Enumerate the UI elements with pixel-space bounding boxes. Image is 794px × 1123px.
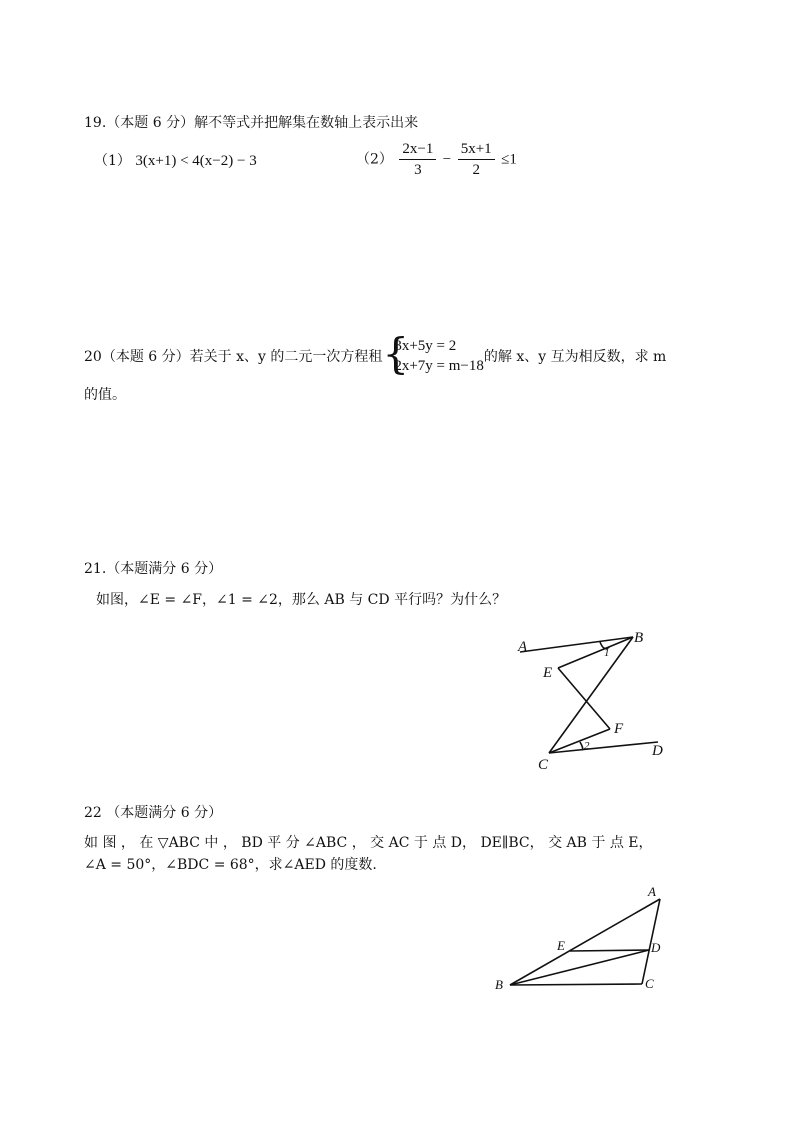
q22-line-ed	[570, 950, 649, 951]
q21-label-e: E	[543, 665, 553, 681]
q21-label-a: A	[518, 639, 528, 655]
q19-part1	[94, 150, 257, 170]
q19-part2-label: （2）	[356, 151, 393, 168]
q20-equation-system	[382, 329, 484, 378]
q22-line-bd	[510, 950, 649, 985]
q19-part2	[356, 140, 517, 179]
q20-equation-2: 2x+7y = m−18	[394, 358, 484, 374]
q20-equation-1: 3x+5y = 2	[394, 338, 457, 354]
q19-minus-sign: −	[442, 151, 452, 168]
q19-fraction-1-denominator: 3	[414, 162, 422, 178]
q19-fraction-1	[399, 140, 436, 179]
q19-fraction-2-denominator: 2	[472, 162, 480, 178]
q20-line1	[84, 329, 667, 378]
q22-label-a: A	[648, 884, 656, 899]
q21-figure	[500, 625, 690, 780]
q21-line-cd	[549, 742, 658, 753]
q20-prefix: 20（本题 6 分）若关于 x、y 的二元一次方程租	[84, 349, 383, 365]
q21-angle-2-arc	[580, 742, 583, 750]
q21-label-c: C	[538, 757, 549, 773]
q22-title: 22 （本题满分 6 分）	[84, 805, 223, 821]
q20-brace: {	[382, 329, 410, 378]
q22-label-b: B	[495, 977, 503, 992]
q22-label-e: E	[557, 938, 565, 953]
q22-line-ba	[510, 899, 660, 985]
q21-label-d: D	[652, 743, 663, 759]
q19-fraction-2-numerator: 5x+1	[458, 140, 495, 160]
q21-label-angle-2: 2	[584, 740, 590, 752]
q21-label-angle-1: 1	[604, 647, 610, 659]
q19-rhs: ≤1	[501, 151, 517, 168]
q22-label-c: C	[645, 976, 654, 991]
q21-label-f: F	[614, 721, 624, 737]
q21-title: 21.（本题满分 6 分）	[84, 561, 223, 577]
q20-line2: 的值。	[84, 387, 126, 403]
q21-body: 如图，∠E = ∠F，∠1 = ∠2，那么 AB 与 CD 平行吗？为什么？	[96, 592, 507, 608]
q22-label-d: D	[651, 940, 661, 955]
q21-label-b: B	[634, 630, 644, 646]
q22-line2: ∠A = 50°，∠BDC = 68°，求∠AED 的度数.	[84, 857, 377, 873]
q19-part1-expr: 3(x+1) < 4(x−2) − 3	[135, 153, 257, 169]
q20-suffix: 的解 x、y 互为相反数，求 m	[483, 349, 667, 365]
q19-fraction-2	[458, 140, 495, 179]
q19-title: 19.（本题 6 分）解不等式并把解集在数轴上表示出来	[84, 115, 419, 131]
q22-figure	[490, 880, 670, 1000]
q19-fraction-1-numerator: 2x−1	[399, 140, 436, 160]
q19-part1-label: （1）	[94, 153, 131, 169]
q22-line-bc	[510, 984, 642, 985]
q21-line-ef	[558, 668, 610, 729]
q22-line1: 如 图 ， 在 ▽ABC 中 ， BD 平 分 ∠ABC ， 交 AC 于 点 D， DE∥BC， 交 AB 于 点 E，	[84, 835, 653, 851]
